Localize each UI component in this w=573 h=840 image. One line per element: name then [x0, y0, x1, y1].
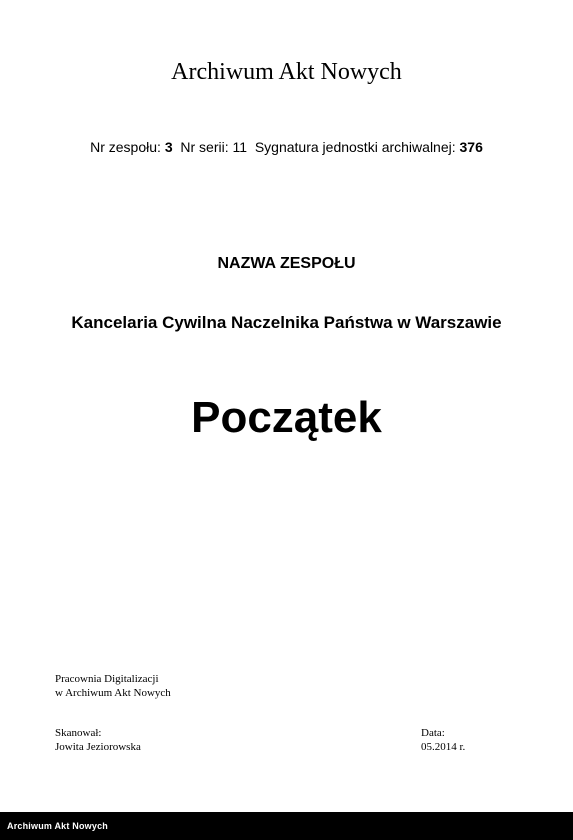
section-title: Początek	[191, 393, 382, 442]
unit-signature-label: Sygnatura jednostki archiwalnej:	[254, 139, 456, 155]
workshop-line-1: Pracownia Digitalizacji	[55, 673, 159, 685]
signature-line	[0, 139, 573, 156]
date-block	[421, 726, 465, 754]
footer-bar	[0, 812, 573, 840]
fonds-name: Kancelaria Cywilna Naczelnika Państwa w Warszawie	[71, 313, 502, 332]
series-number: 11	[232, 139, 248, 155]
date-value: 05.2014 r.	[421, 741, 466, 753]
date-label: Data:	[421, 727, 445, 739]
scanned-by-block	[55, 726, 141, 754]
workshop-line-2: w Archiwum Akt Nowych	[55, 687, 171, 699]
fonds-number: 3	[164, 139, 173, 155]
scanned-by-name: Jowita Jeziorowska	[55, 741, 141, 753]
scanned-by-label: Skanował:	[55, 727, 102, 739]
archive-title: Archiwum Akt Nowych	[171, 59, 402, 85]
fonds-number-label: Nr zespołu:	[90, 139, 161, 155]
series-number-label: Nr serii:	[180, 139, 229, 155]
footer-text: Archiwum Akt Nowych	[7, 821, 108, 831]
unit-signature-number: 376	[459, 139, 483, 155]
fonds-heading: NAZWA ZESPOŁU	[217, 255, 356, 272]
digitization-workshop	[55, 672, 171, 700]
